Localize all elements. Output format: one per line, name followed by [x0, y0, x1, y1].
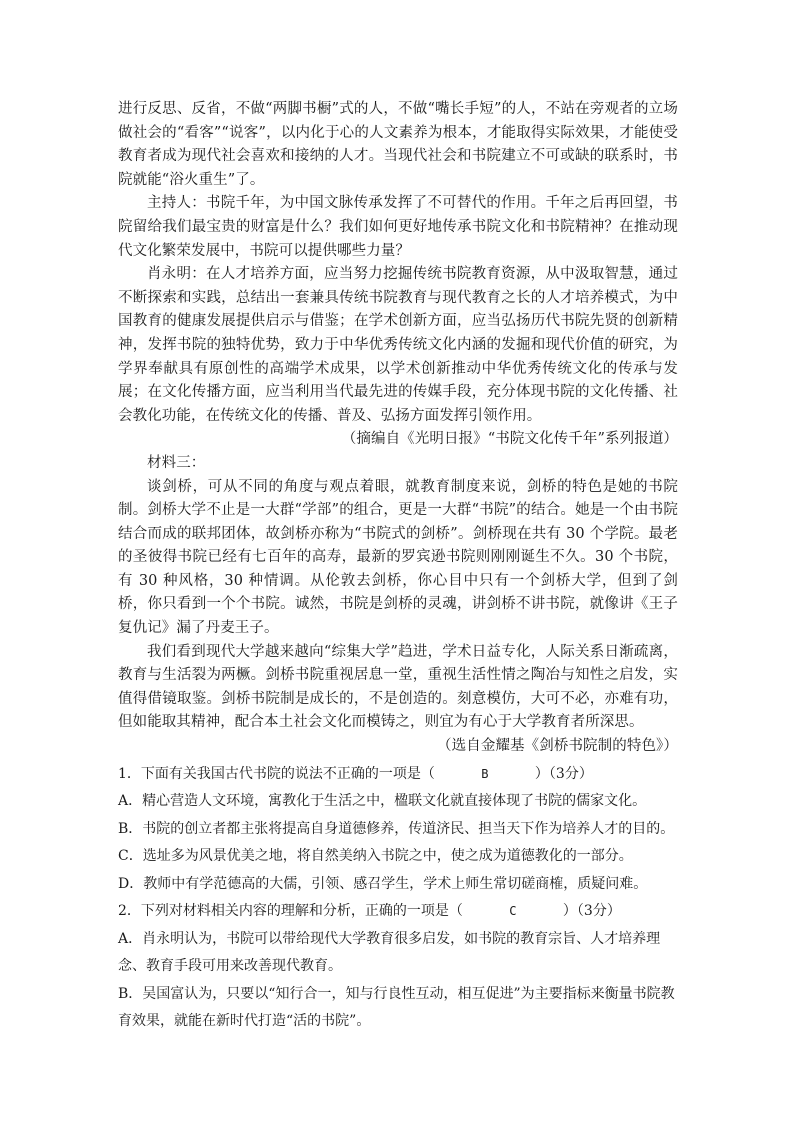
- question-1-stem: 1．下面有关我国古代书院的说法不正确的一项是（ B ）（3分）: [118, 761, 678, 789]
- paragraph-xiao-yongming: 肖永明：在人才培养方面，应当努力挖掘传统书院教育资源，从中汲取智慧，通过不断探索和实践，总结出一套兼具传统书院教育与现代教育之长的人才培养模式，为中国教育的健康发展提供启示与借鉴；在学术创新方面，应当弘扬历代书院先贤的创新精神，发挥书院的独特优势，致力于中华优秀传统文化内涵的发掘和现代价值的研究，为学界奉献具有原创性的高端学术成果，以学术创新推动中华优秀传统文化的传承与发展；在文化传播方面，应当利用当代最先进的传媒手段，充分体现书院的文化传播、社会教化功能，在传统文化的传播、普及、弘扬方面发挥引领作用。: [118, 266, 678, 424]
- question-2-option-a: A．肖永明认为，书院可以带给现代大学教育很多启发，如书院的教育宗旨、人才培养理念、教育手段可用来改善现代教育。: [118, 930, 661, 975]
- material-three-paragraph-1: 谈剑桥，可从不同的角度与观点着眼，就教育制度来说，剑桥的特色是她的书院制。剑桥大学不止是一大群“学部”的组合，更是一大群“书院”的结合。她是一个由书院结合而成的联邦团体，故剑桥亦称为“书院式的剑桥”。剑桥现在共有 30 个学院。最老的圣彼得书院已经有七百年的高寿，最新的罗宾逊书院则刚刚诞生不久。30 个书院，有 30 种风格，30 种情调。从伦敦去剑桥，你心目中只有一个剑桥大学，但到了剑桥，你只看到一个个书院。诚然，书院是剑桥的灵魂，讲剑桥不讲书院，就像讲《王子复仇记》漏了丹麦王子。: [118, 478, 678, 637]
- source-citation-1: （摘编自《光明日报》“书院文化传千年”系列报道）: [341, 431, 678, 448]
- paragraph-continuation: 进行反思、反省，不做“两脚书橱”式的人，不做“嘴长手短”的人，不站在旁观者的立场做社会的“看客”“说客”，以内化于心的人文素养为根本，才能取得实际效果，才能使受教育者成为现代社会喜欢和接纳的人才。当现代社会和书院建立不可或缺的联系时，书院就能“浴火重生”了。: [118, 101, 678, 188]
- material-three-paragraph-2: 我们看到现代大学越来越向“综集大学”趋进，学术日益专化，人际关系日渐疏离，教育与生活裂为两橛。剑桥书院重视居息一堂，重视生活性情之陶冶与知性之启发，实值得借镜取鉴。剑桥书院制是成长的，不是创造的。刻意模仿，大可不必，亦难有功，但如能取其精神，配合本土社会文化而模铸之，则宜为有心于大学教育者所深思。: [118, 643, 678, 731]
- question-1-option-a: A．精心营造人文环境，寓教化于生活之中，楹联文化就直接体现了书院的儒家文化。: [118, 793, 647, 810]
- question-2-stem: 2．下列对材料相关内容的理解和分析，正确的一项是（ C ）（3分）: [118, 898, 678, 926]
- question-1-option-d: D．教师中有学范德高的大儒，引领、感召学生，学术上师生常切磋商榷，质疑问难。: [118, 875, 648, 892]
- question-2-answer: C: [509, 904, 517, 919]
- question-1: [118, 761, 678, 899]
- question-2: [118, 898, 678, 1036]
- paragraph-host-question: 主持人：书院千年，为中国文脉传承发挥了不可替代的作用。千年之后再回望，书院留给我们最宝贵的财富是什么？我们如何更好地传承书院文化和书院精神？在推动现代文化繁荣发展中，书院可以提供哪些力量？: [118, 195, 678, 259]
- question-1-option-b: B．书院的创立者都主张将提高自身道德修养，传道济民、担当天下作为培养人才的目的。: [118, 820, 675, 837]
- document-body: [118, 98, 678, 1036]
- question-2-option-b: B．吴国富认为，只要以“知行合一，知与行良性互动，相互促进”为主要指标来衡量书院教育效果，就能在新时代打造“活的书院”。: [118, 985, 675, 1030]
- source-citation-2: （选自金耀基《剑桥书院制的特色》）: [437, 738, 678, 755]
- question-1-answer: B: [481, 766, 489, 781]
- material-three-label: 材料三：: [147, 454, 206, 471]
- question-1-option-c: C．选址多为风景优美之地，将自然美纳入书院之中，使之成为道德教化的一部分。: [118, 848, 633, 865]
